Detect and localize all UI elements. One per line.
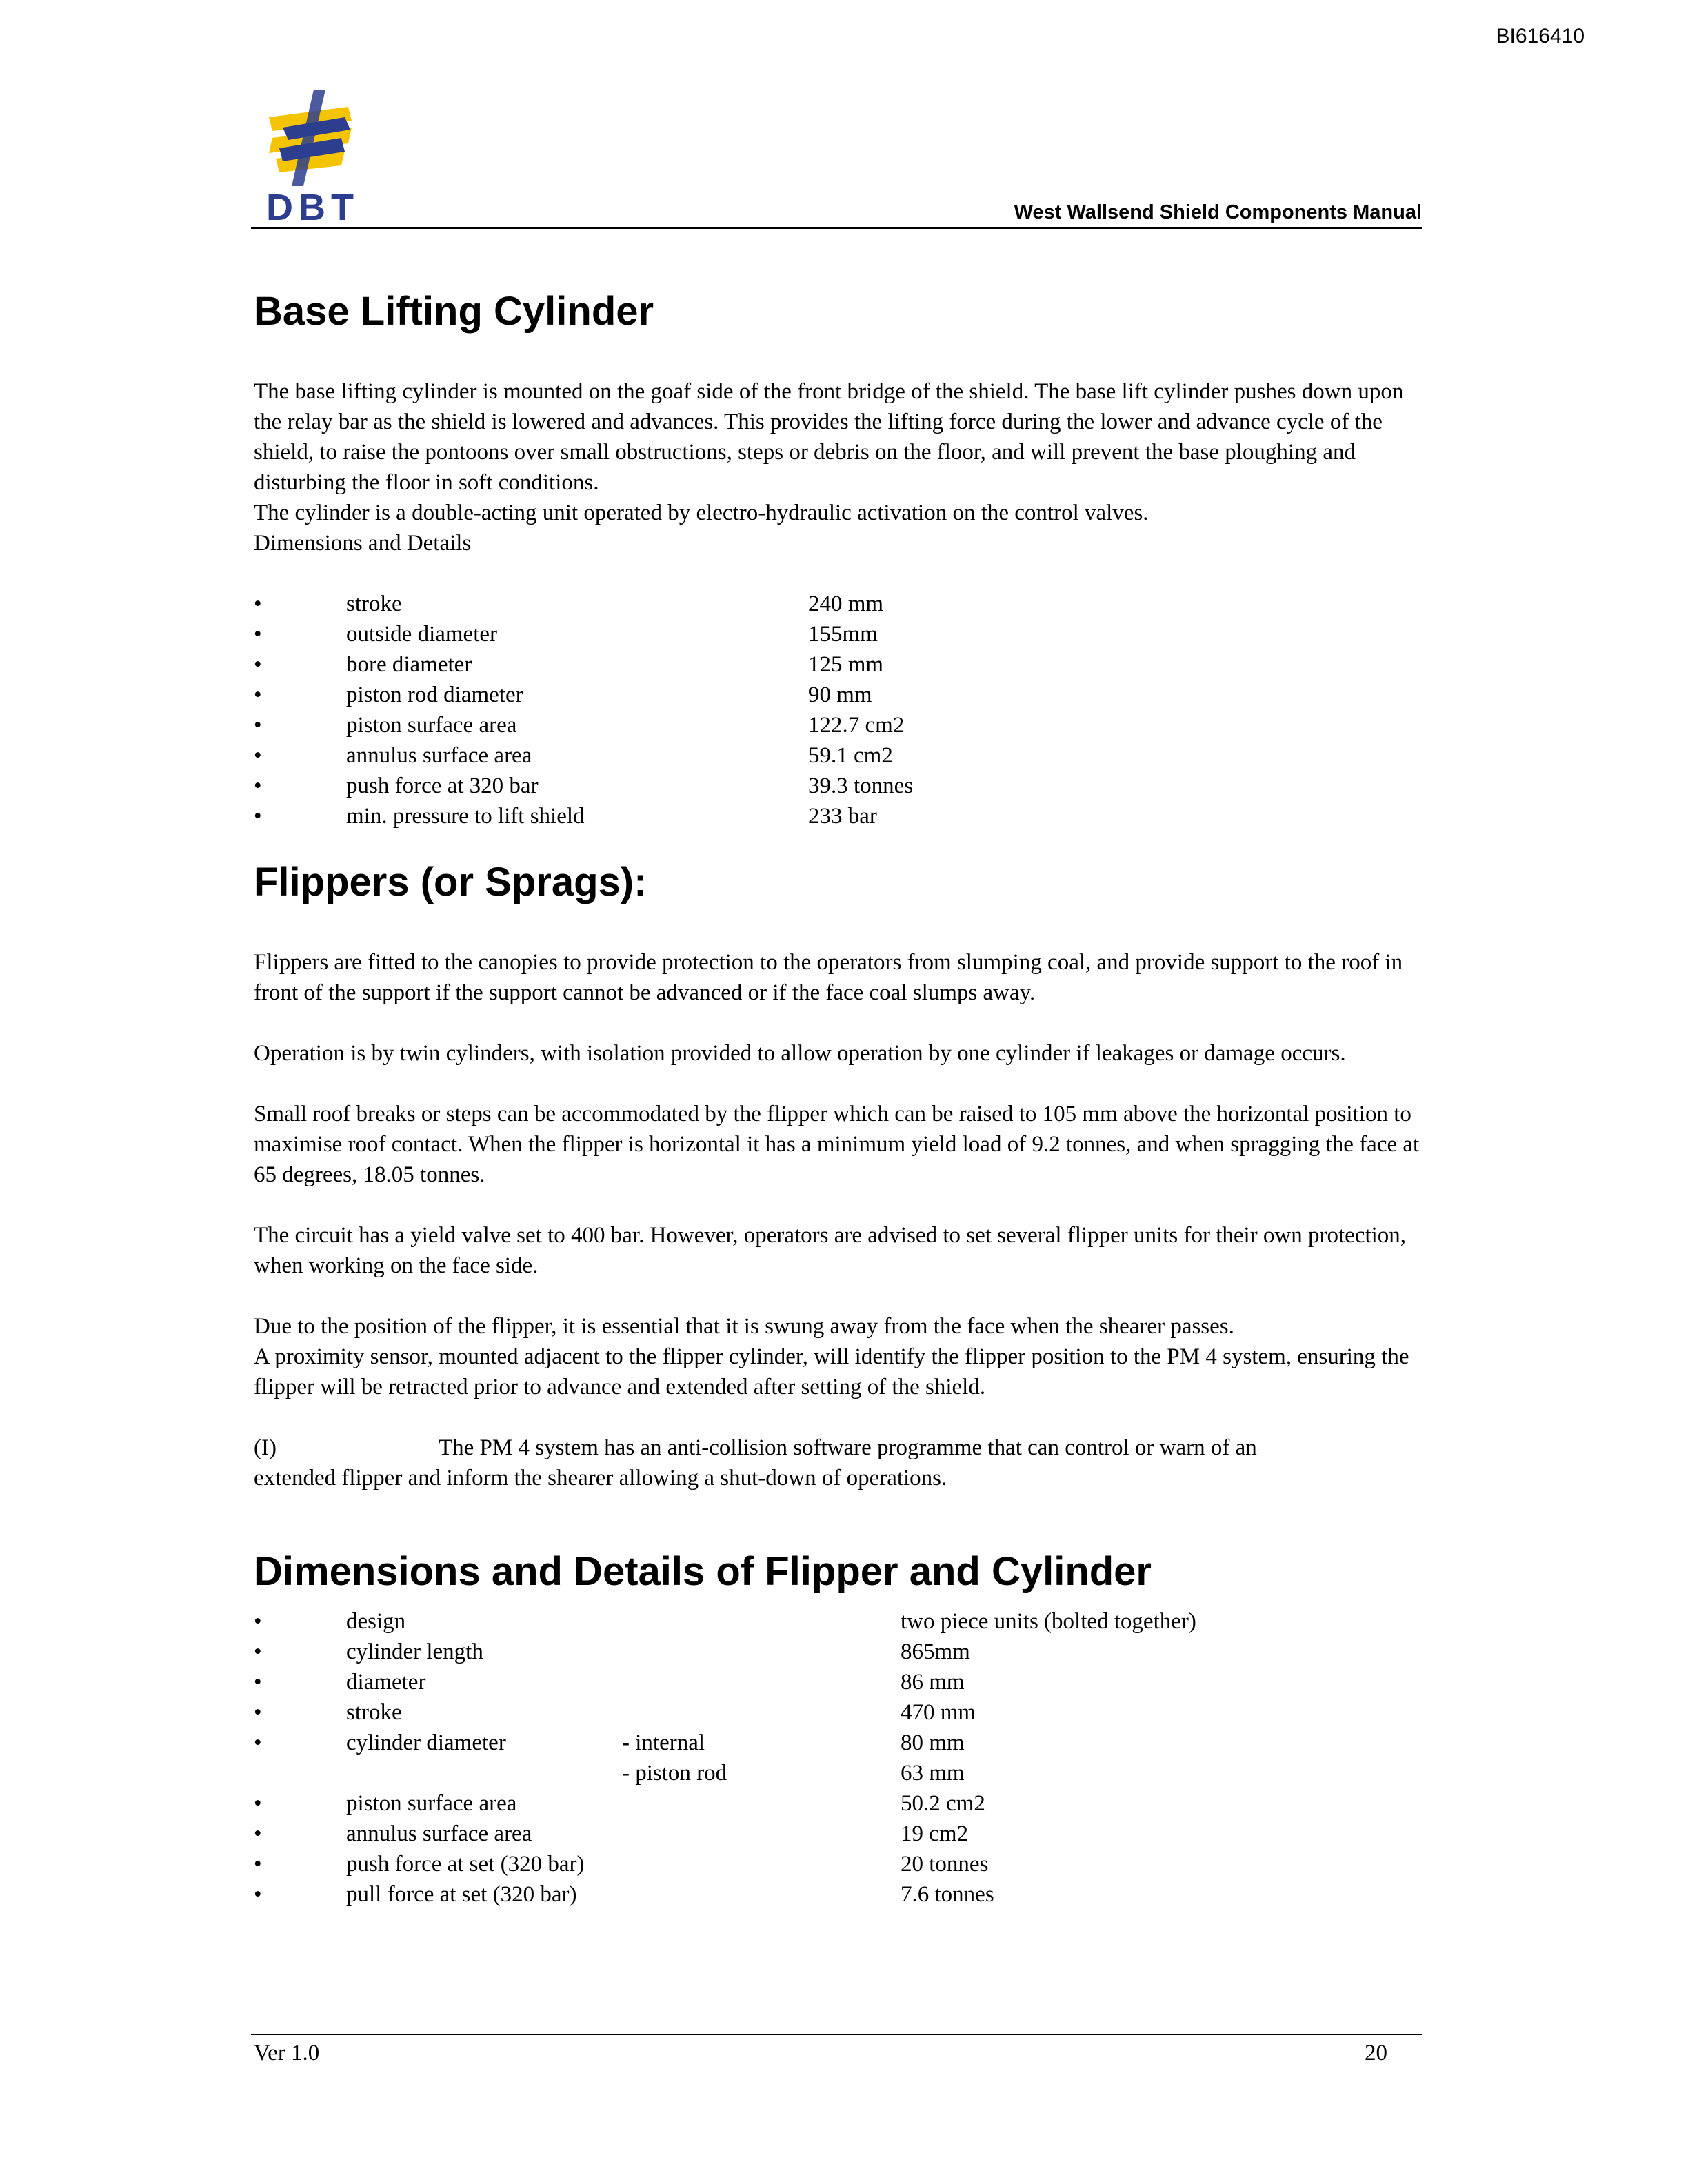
spec-label: cylinder diameter (346, 1730, 506, 1755)
spec-value: 59.1 cm2 (808, 743, 893, 768)
bullet-icon: • (254, 1730, 262, 1755)
section-flipper-dimensions (254, 1550, 1422, 1594)
dbt-logo-text: DBT (266, 187, 359, 228)
note-paragraph (254, 1433, 1422, 1463)
bullet-icon: • (254, 1821, 262, 1846)
bullet-icon: • (254, 1670, 262, 1695)
spec-value: 155mm (808, 622, 878, 647)
bullet-icon: • (254, 1882, 262, 1907)
spec-label: push force at 320 bar (346, 774, 539, 798)
section-flippers (254, 860, 1422, 904)
dbt-logo-mark (262, 90, 359, 186)
spec-sublabel: - internal (622, 1730, 705, 1755)
footer-version: Ver 1.0 (254, 2041, 320, 2065)
page-number: 20 (1365, 2041, 1387, 2065)
note-marker: (I) (254, 1435, 277, 1460)
paragraph: A proximity sensor, mounted adjacent to the flipper cylinder, will identify the flipper position to the PM 4 system, ensuring the flipper will be retracted prior to advance and extended after setting of the shield. (254, 1344, 1409, 1399)
spec-row (254, 1728, 1422, 1758)
paragraph: The cylinder is a double-acting unit operated by electro-hydraulic activation on the control valves. (254, 501, 1149, 525)
document-id: BI616410 (1496, 25, 1585, 48)
spec-row (254, 649, 1422, 680)
section-base-lifting-cylinder (254, 290, 1422, 334)
header-divider (251, 227, 1422, 229)
spec-value: 50.2 cm2 (901, 1791, 985, 1816)
spec-label: pull force at set (320 bar) (346, 1882, 577, 1907)
note-text: The PM 4 system has an anti-collision software programme that can control or warn of an (439, 1435, 1257, 1460)
spec-label: cylinder length (346, 1639, 483, 1664)
spec-label: stroke (346, 592, 402, 616)
section2-body (254, 947, 1422, 1493)
header-title: West Wallsend Shield Components Manual (1014, 201, 1422, 223)
paragraph: Dimensions and Details (254, 531, 472, 556)
section-heading: Dimensions and Details of Flipper and Cylinder (254, 1549, 1152, 1594)
footer-divider (251, 2034, 1422, 2035)
bullet-icon: • (254, 743, 262, 768)
paragraph: Flippers are fitted to the canopies to provide protection to the operators from slumping coal, and provide support to the roof in front of the support if the support cannot be advanced or if the face coal slumps away. (254, 950, 1403, 1005)
spec-label: push force at set (320 bar) (346, 1852, 585, 1877)
spec-label: annulus surface area (346, 743, 532, 768)
spec-label: stroke (346, 1700, 402, 1725)
spec-row (254, 1606, 1422, 1637)
bullet-icon: • (254, 1609, 262, 1634)
spec-row (254, 1758, 1422, 1788)
spec-value: 470 mm (901, 1700, 976, 1725)
spec-row (254, 1879, 1422, 1910)
paragraph: The circuit has a yield valve set to 400 bar. However, operators are advised to set several flipper units for their own protection, when working on the face side. (254, 1223, 1407, 1278)
section-heading: Base Lifting Cylinder (254, 289, 654, 334)
spec-value: 80 mm (901, 1730, 965, 1755)
spec-row (254, 1667, 1422, 1697)
bullet-icon: • (254, 652, 262, 677)
spec-row (254, 1819, 1422, 1849)
spec-label: piston surface area (346, 1791, 517, 1816)
spec-label: outside diameter (346, 622, 498, 647)
spec-value: 20 tonnes (901, 1852, 989, 1877)
bullet-icon: • (254, 804, 262, 829)
bullet-icon: • (254, 1791, 262, 1816)
spec-row (254, 1788, 1422, 1819)
bullet-icon: • (254, 1700, 262, 1725)
spec-sublabel: - piston rod (622, 1761, 727, 1786)
dbt-logo (262, 90, 365, 228)
spec-row (254, 710, 1422, 740)
bullet-icon: • (254, 713, 262, 738)
section1-body (254, 376, 1422, 558)
spec-label: bore diameter (346, 652, 472, 677)
spec-label: design (346, 1609, 406, 1634)
bullet-icon: • (254, 1852, 262, 1877)
bullet-icon: • (254, 1639, 262, 1664)
bullet-icon: • (254, 592, 262, 616)
bullet-icon: • (254, 682, 262, 707)
spec-value: 7.6 tonnes (901, 1882, 994, 1907)
paragraph: Small roof breaks or steps can be accommodated by the flipper which can be raised to 105 mm above the horizontal position to maximise roof contact. When the flipper is horizontal it has a minimum yield load of 9.2 tonnes, and when spragging the face at 65 degrees, 18.05 tonnes. (254, 1102, 1420, 1187)
spec-label: piston surface area (346, 713, 517, 738)
spec-label: piston rod diameter (346, 682, 523, 707)
spec-value: 125 mm (808, 652, 884, 677)
paragraph: The base lifting cylinder is mounted on the goaf side of the front bridge of the shield. The base lift cylinder pushes down upon the relay bar as the shield is lowered and advances. This provides the lifting force during the lower and advance cycle of the shield, to raise the pontoons over small obstructions, steps or debris on the floor, and will prevent the base ploughing and disturbing the floor in soft conditions. (254, 379, 1404, 495)
spec-row (254, 589, 1422, 619)
bullet-icon: • (254, 774, 262, 798)
spec-value: 865mm (901, 1639, 970, 1664)
section-heading: Flippers (or Sprags): (254, 860, 647, 904)
bullet-icon: • (254, 622, 262, 647)
spec-value: 240 mm (808, 592, 884, 616)
spec-value: 63 mm (901, 1761, 965, 1786)
spec-row (254, 801, 1422, 831)
spec-label: diameter (346, 1670, 426, 1695)
spec-value: 233 bar (808, 804, 877, 829)
spec-value: two piece units (bolted together) (901, 1609, 1196, 1634)
spec-row (254, 680, 1422, 710)
spec-value: 90 mm (808, 682, 872, 707)
spec-label: annulus surface area (346, 1821, 532, 1846)
spec-value: 19 cm2 (901, 1821, 969, 1846)
spec-label: min. pressure to lift shield (346, 804, 585, 829)
spec-row (254, 1637, 1422, 1667)
paragraph: Operation is by twin cylinders, with isolation provided to allow operation by one cylinder if leakages or damage occurs. (254, 1041, 1346, 1066)
note-text: extended flipper and inform the shearer allowing a shut-down of operations. (254, 1466, 947, 1490)
spec-row (254, 1849, 1422, 1879)
spec-value: 39.3 tonnes (808, 774, 914, 798)
spec-value: 86 mm (901, 1670, 965, 1695)
spec-row (254, 619, 1422, 649)
paragraph: Due to the position of the flipper, it is essential that it is swung away from the face when the shearer passes. (254, 1314, 1234, 1339)
spec-value: 122.7 cm2 (808, 713, 905, 738)
spec-row (254, 771, 1422, 801)
spec-row (254, 740, 1422, 771)
spec-row (254, 1697, 1422, 1728)
